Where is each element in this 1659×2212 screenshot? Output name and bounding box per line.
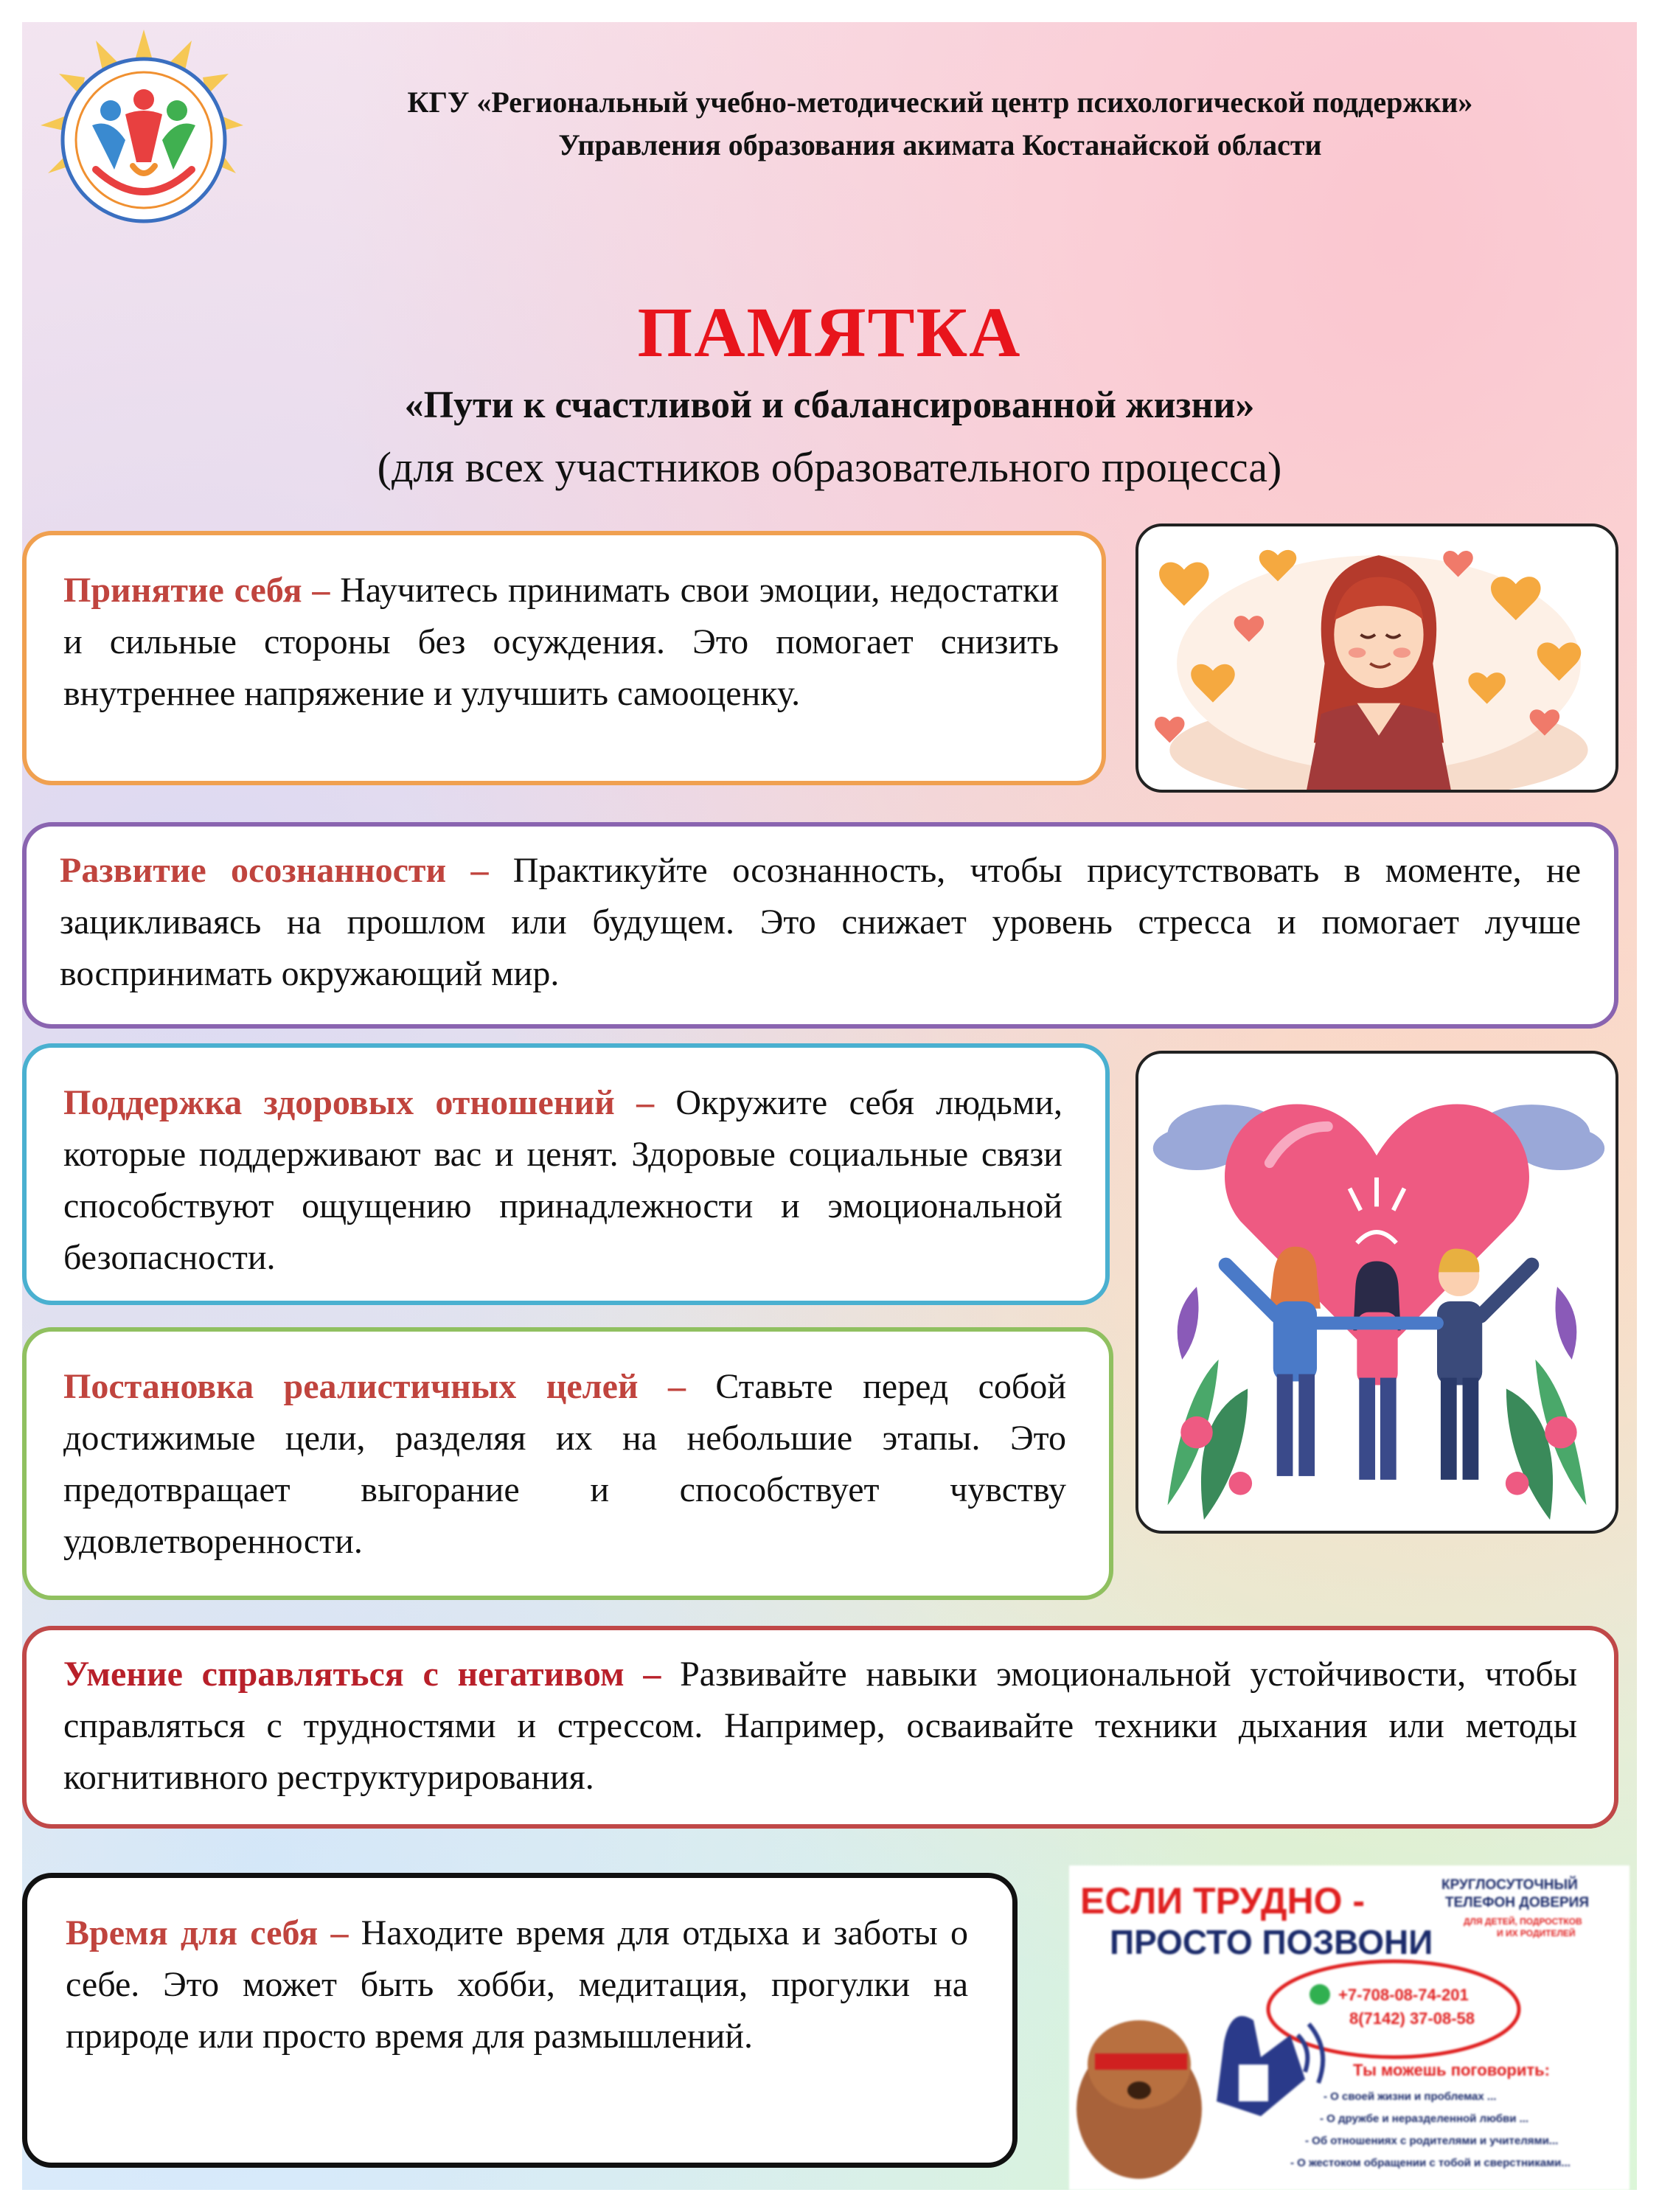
- tip-self-acceptance: [22, 531, 1106, 785]
- friends-heart-image: [1138, 1054, 1615, 1531]
- tip-text: Находите время для отдыха и заботы о себе. Это может быть хобби, медитация, прогулки на природе или просто время для размышлений.: [66, 1913, 969, 2056]
- tip-heading: Развитие осознанности –: [60, 851, 489, 890]
- page-subtitle: «Пути к счастливой и сбалансированной жизни»: [404, 384, 1255, 426]
- poster-topic: - О дружбе и неразделенной любви ...: [1320, 2112, 1529, 2125]
- poster-audience-2: И ИХ РОДИТЕЛЕЙ: [1497, 1928, 1576, 1938]
- tip-text: Практикуйте осознанность, чтобы присутствовать в моменте, не зацикливаясь на прошлом или будущем. Это снижает уровень стресса и помогает лучше воспринимать окружающий мир.: [60, 851, 1582, 993]
- whatsapp-icon: [1310, 1984, 1330, 2005]
- tip-text: Развивайте навыки эмоциональной устойчивости, чтобы справляться с трудностями и стрессом. Например, осваивайте техники дыхания или методы когнитивного реструктурирования.: [63, 1655, 1577, 1797]
- tip-realistic-goals: [22, 1327, 1113, 1600]
- illustration-girl-hearts: [1135, 524, 1618, 793]
- poster-talk-heading: Ты можешь поговорить:: [1353, 2061, 1550, 2079]
- poster-hotline-1: КРУГЛОСУТОЧНЫЙ: [1441, 1877, 1578, 1893]
- tip-mindfulness: [22, 822, 1618, 1029]
- page-title: ПАМЯТКА: [637, 293, 1022, 372]
- poster-hotline-2: ТЕЛЕФОН ДОВЕРИЯ: [1445, 1895, 1589, 1910]
- org-line-2: Управления образования акимата Костанайской области: [558, 128, 1322, 161]
- tip-heading: Постановка реалистичных целей –: [63, 1367, 686, 1406]
- tip-text: Окружите себя людьми, которые поддерживают вас и ценят. Здоровые социальные связи способствуют ощущению принадлежности и эмоциональной безопасности.: [63, 1083, 1062, 1277]
- tip-coping-negativity: [22, 1626, 1618, 1829]
- poster-topic: - О своей жизни и проблемах ...: [1324, 2090, 1497, 2103]
- tip-heading: Умение справляться с негативом –: [63, 1655, 661, 1694]
- puppy-image: [1077, 2020, 1202, 2179]
- tip-heading: Принятие себя –: [63, 571, 330, 610]
- poster-topic: - Об отношениях с родителями и учителями...: [1305, 2135, 1559, 2147]
- tip-heading: Поддержка здоровых отношений –: [63, 1083, 655, 1122]
- tip-text: Ставьте перед собой достижимые цели, разделяя их на небольшие этапы. Это предотвращает выгорание и способствует чувству удовлетворенности.: [63, 1367, 1066, 1561]
- girl-hearts-image: [1138, 526, 1615, 790]
- phone-number-1: +7-708-08-74-201: [1338, 1986, 1469, 2004]
- hotline-poster-graphic: [1069, 1865, 1630, 2190]
- poster-audience-1: ДЛЯ ДЕТЕЙ, ПОДРОСТКОВ: [1464, 1916, 1582, 1927]
- tip-heading: Время для себя –: [66, 1913, 349, 1952]
- tip-time-for-self: [22, 1873, 1018, 2168]
- memo-page: [22, 22, 1637, 2190]
- illustration-friends-heart: [1135, 1051, 1618, 1534]
- tip-text: Научитесь принимать свои эмоции, недостатки и сильные стороны без осуждения. Это помогает снизить внутреннее напряжение и улучшить самооценку.: [63, 571, 1059, 713]
- audience-note: (для всех участников образовательного процесса): [377, 443, 1282, 491]
- poster-headline-2: ПРОСТО ПОЗВОНИ: [1110, 1923, 1433, 1961]
- tip-healthy-relationships: [22, 1043, 1110, 1305]
- center-logo: [22, 22, 265, 243]
- phone-number-2: 8(7142) 37-08-58: [1349, 2009, 1475, 2028]
- organization-header: [265, 81, 1615, 167]
- org-line-1: КГУ «Региональный учебно-методический центр психологической поддержки»: [407, 86, 1473, 119]
- poster-headline-1: ЕСЛИ ТРУДНО -: [1080, 1880, 1366, 1921]
- poster-topic: - О жестоком обращении с тобой и сверстниками...: [1290, 2157, 1571, 2169]
- hotline-poster: [1069, 1865, 1630, 2190]
